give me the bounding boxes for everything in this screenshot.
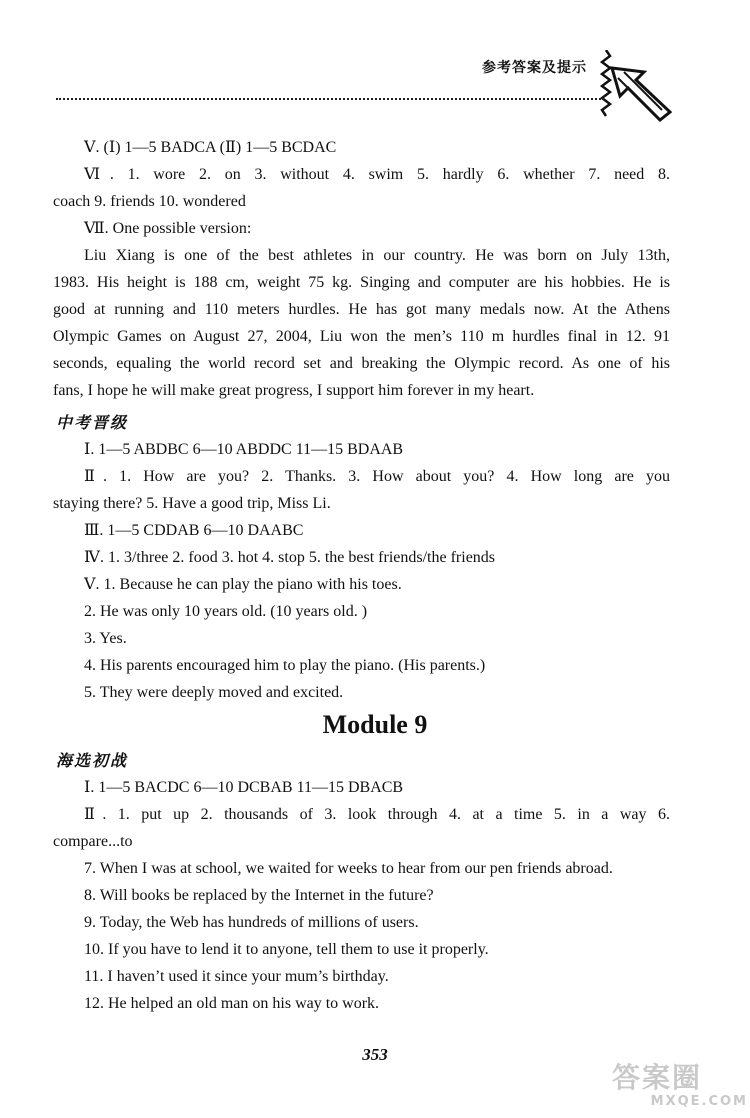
text-line: Liu Xiang is one of the best athletes in our country. He was born on July 13th,	[84, 247, 670, 264]
text-line: Ⅶ. One possible version:	[84, 220, 252, 237]
text-line: compare...to	[53, 833, 133, 850]
text-line: Ⅳ. 1. 3/three 2. food 3. hot 4. stop 5. the best friends/the friends	[84, 549, 496, 566]
text-line: Ⅵ. 1. wore 2. on 3. without 4. swim 5. hardly 6. whether 7. need 8.	[84, 166, 670, 183]
arrow-icon	[610, 66, 672, 122]
text-line: Olympic Games on August 27, 2004, Liu won the men’s 110 m hurdles final in 12. 91	[53, 328, 670, 345]
watermark-bottom: MXQE.COM	[650, 1094, 748, 1109]
text-line: 1983. His height is 188 cm, weight 75 kg. Singing and computer are his hobbies. He is	[53, 274, 670, 291]
text-line: 10. If you have to lend it to anyone, tell them to use it properly.	[84, 941, 489, 958]
section-heading: 中考晋级	[56, 413, 129, 432]
text-line: 11. I haven’t used it since your mum’s birthday.	[84, 968, 389, 985]
text-line: 8. Will books be replaced by the Internet in the future?	[84, 887, 434, 904]
text-line: 7. When I was at school, we waited for weeks to hear from our pen friends abroad.	[84, 860, 613, 877]
text-line: 9. Today, the Web has hundreds of millions of users.	[84, 914, 419, 931]
text-line: coach 9. friends 10. wondered	[53, 193, 246, 210]
text-line: seconds, equaling the world record set and breaking the Olympic record. As one of his	[53, 355, 670, 372]
text-line: Ⅲ. 1—5 CDDAB 6—10 DAABC	[84, 522, 304, 539]
text-line: Ⅱ. 1. put up 2. thousands of 3. look through 4. at a time 5. in a way 6.	[84, 806, 670, 823]
watermark-top: 答案圈	[612, 1061, 703, 1094]
text-line: 3. Yes.	[84, 630, 127, 647]
page-number: 353	[362, 1045, 388, 1064]
text-line: good at running and 110 meters hurdles. He has got many medals now. At the Athens	[53, 301, 670, 318]
module-title: Module 9	[322, 710, 428, 739]
text-line: 2. He was only 10 years old. (10 years old. )	[84, 603, 368, 620]
text-line: Ⅴ. (Ⅰ) 1—5 BADCA (Ⅱ) 1—5 BCDAC	[84, 139, 337, 156]
text-line: 12. He helped an old man on his way to work.	[84, 995, 380, 1012]
text-line: Ⅱ. 1. How are you? 2. Thanks. 3. How about you? 4. How long are you	[84, 468, 670, 485]
text-line: fans, I hope he will make great progress, I support him forever in my heart.	[53, 382, 535, 399]
text-line: Ⅰ. 1—5 BACDC 6—10 DCBAB 11—15 DBACB	[84, 779, 404, 796]
header-divider	[56, 98, 604, 100]
section-heading: 海选初战	[56, 751, 129, 770]
header-label: 参考答案及提示	[482, 60, 587, 76]
text-line: 5. They were deeply moved and excited.	[84, 684, 344, 701]
text-line: Ⅴ. 1. Because he can play the piano with his toes.	[84, 576, 402, 593]
text-line: 4. His parents encouraged him to play the piano. (His parents.)	[84, 657, 486, 674]
text-line: Ⅰ. 1—5 ABDBC 6—10 ABDDC 11—15 BDAAB	[84, 441, 404, 458]
watermark-logo	[612, 1062, 748, 1116]
text-line: staying there? 5. Have a good trip, Miss Li.	[53, 495, 331, 512]
